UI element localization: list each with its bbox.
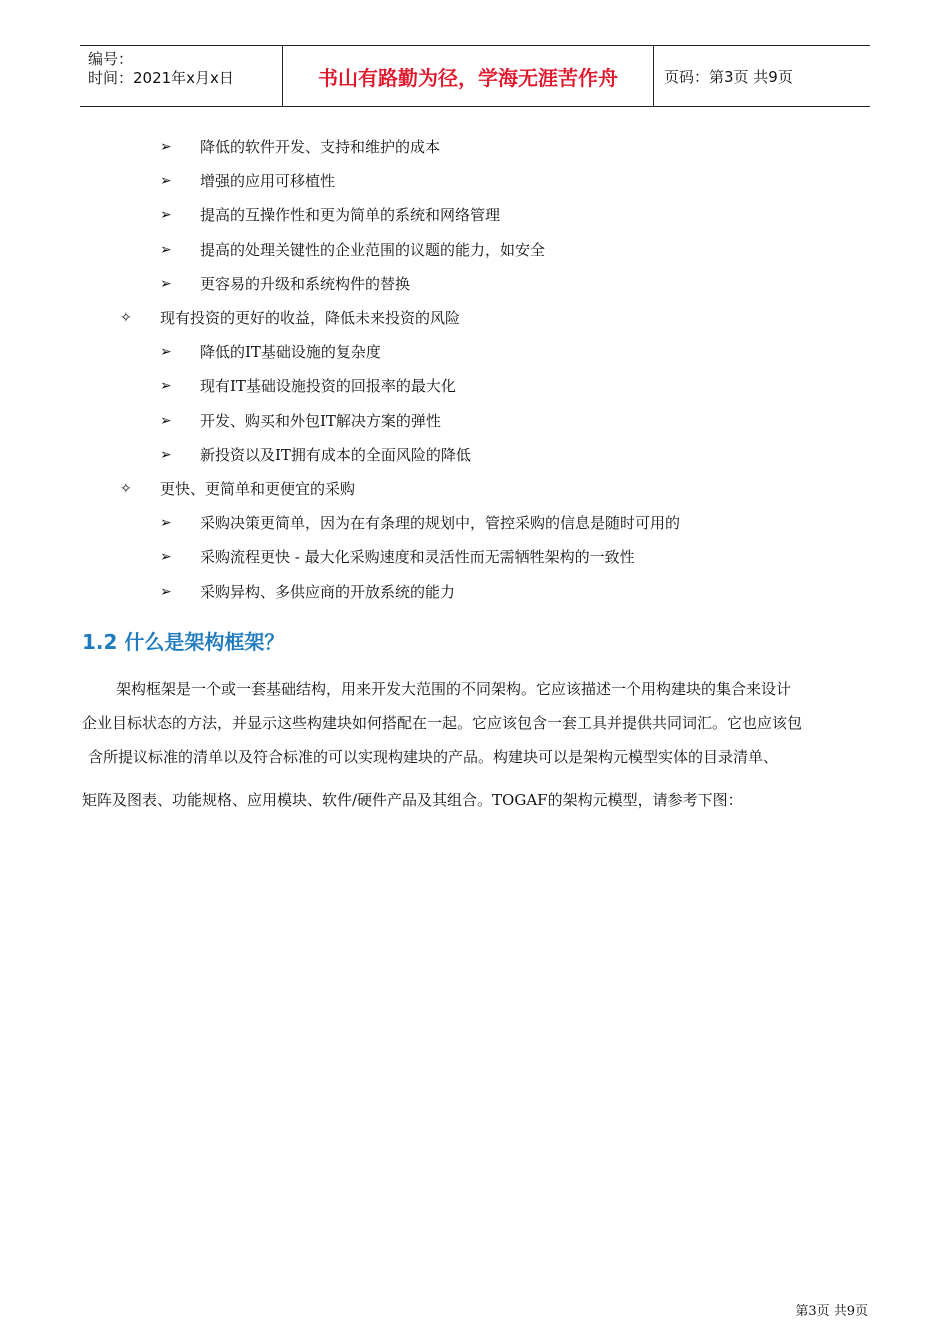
list-item-text: 新投资以及IT拥有成本的全面风险的降低 [200, 445, 471, 464]
list-item-text: 更容易的升级和系统构件的替换 [200, 274, 411, 293]
list-item [160, 240, 545, 260]
list-item [160, 342, 381, 362]
arrow-bullet-icon: ➢ [160, 549, 172, 566]
diamond-bullet-icon: ✧ [120, 310, 132, 326]
arrow-bullet-icon: ➢ [160, 412, 172, 429]
header-left-cell [80, 46, 282, 106]
paragraph-line: 架构框架是一个或一套基础结构，用来开发大范围的不同架构。它应该描述一个用构建块的集合来设计 [116, 680, 792, 698]
list-item [160, 582, 455, 602]
list-item-text: 采购决策更简单，因为在有条理的规划中，管控采购的信息是随时可用的 [200, 514, 681, 533]
list-item-text: 开发、购买和外包IT解决方案的弹性 [200, 411, 441, 430]
list-item-text: 提高的处理关键性的企业范围的议题的能力，如安全 [200, 240, 546, 259]
list-item-text: 提高的互操作性和更为简单的系统和网络管理 [200, 206, 501, 225]
arrow-bullet-icon: ➢ [160, 378, 172, 395]
paragraph-line: 企业目标状态的方法，并显示这些构建块如何搭配在一起。它应该包含一套工具并提供共同词汇。它也应该包 [82, 714, 803, 732]
list-item-text: 采购流程更快 - 最大化采购速度和灵活性而无需牺牲架构的一致性 [200, 548, 635, 567]
arrow-bullet-icon: ➢ [160, 515, 172, 532]
list-item [120, 479, 355, 499]
header-motto: 书山有路勤为径，学海无涯苦作舟 [282, 46, 654, 106]
list-item [160, 547, 635, 567]
list-item [160, 137, 440, 157]
list-item [160, 445, 471, 465]
list-item-text: 降低的软件开发、支持和维护的成本 [200, 138, 441, 156]
paragraph-line: 矩阵及图表、功能规格、应用模块、软件/硬件产品及其组合。TOGAF的架构元模型，请参考下图： [82, 791, 743, 809]
arrow-bullet-icon: ➢ [160, 207, 172, 224]
list-item [160, 513, 680, 533]
footer-page-number: 第3页 共9页 [795, 1304, 868, 1319]
list-item [160, 274, 410, 294]
arrow-bullet-icon: ➢ [160, 583, 172, 600]
number-label: 编号： [88, 50, 134, 68]
arrow-bullet-icon: ➢ [160, 139, 172, 155]
list-item [120, 308, 460, 328]
arrow-bullet-icon: ➢ [160, 241, 172, 258]
list-item-text: 增强的应用可移植性 [200, 172, 336, 191]
arrow-bullet-icon: ➢ [160, 173, 172, 190]
list-item [160, 411, 441, 431]
list-item-text: 降低的IT基础设施的复杂度 [200, 343, 381, 362]
paragraph-line: 含所提议标准的清单以及符合标准的可以实现构建块的产品。构建块可以是架构元模型实体的目录清单、 [88, 748, 779, 766]
list-item [160, 171, 335, 191]
list-item-text: 现有IT基础设施投资的回报率的最大化 [200, 377, 456, 396]
header-page-label: 页码：第3页 共9页 [664, 67, 793, 86]
list-item-text: 更快、更简单和更便宜的采购 [160, 480, 356, 498]
list-item [160, 205, 500, 225]
list-item-text: 现有投资的更好的收益，降低未来投资的风险 [160, 309, 461, 327]
arrow-bullet-icon: ➢ [160, 446, 172, 463]
list-item [160, 376, 456, 396]
list-item-text: 采购异构、多供应商的开放系统的能力 [200, 582, 456, 601]
header-table [80, 45, 870, 107]
arrow-bullet-icon: ➢ [160, 275, 172, 292]
diamond-bullet-icon: ✧ [120, 481, 132, 497]
time-label: 时间：2021年x月x日 [88, 69, 234, 87]
arrow-bullet-icon: ➢ [160, 344, 172, 361]
section-title: 1.2 什么是架构框架？ [82, 630, 285, 654]
